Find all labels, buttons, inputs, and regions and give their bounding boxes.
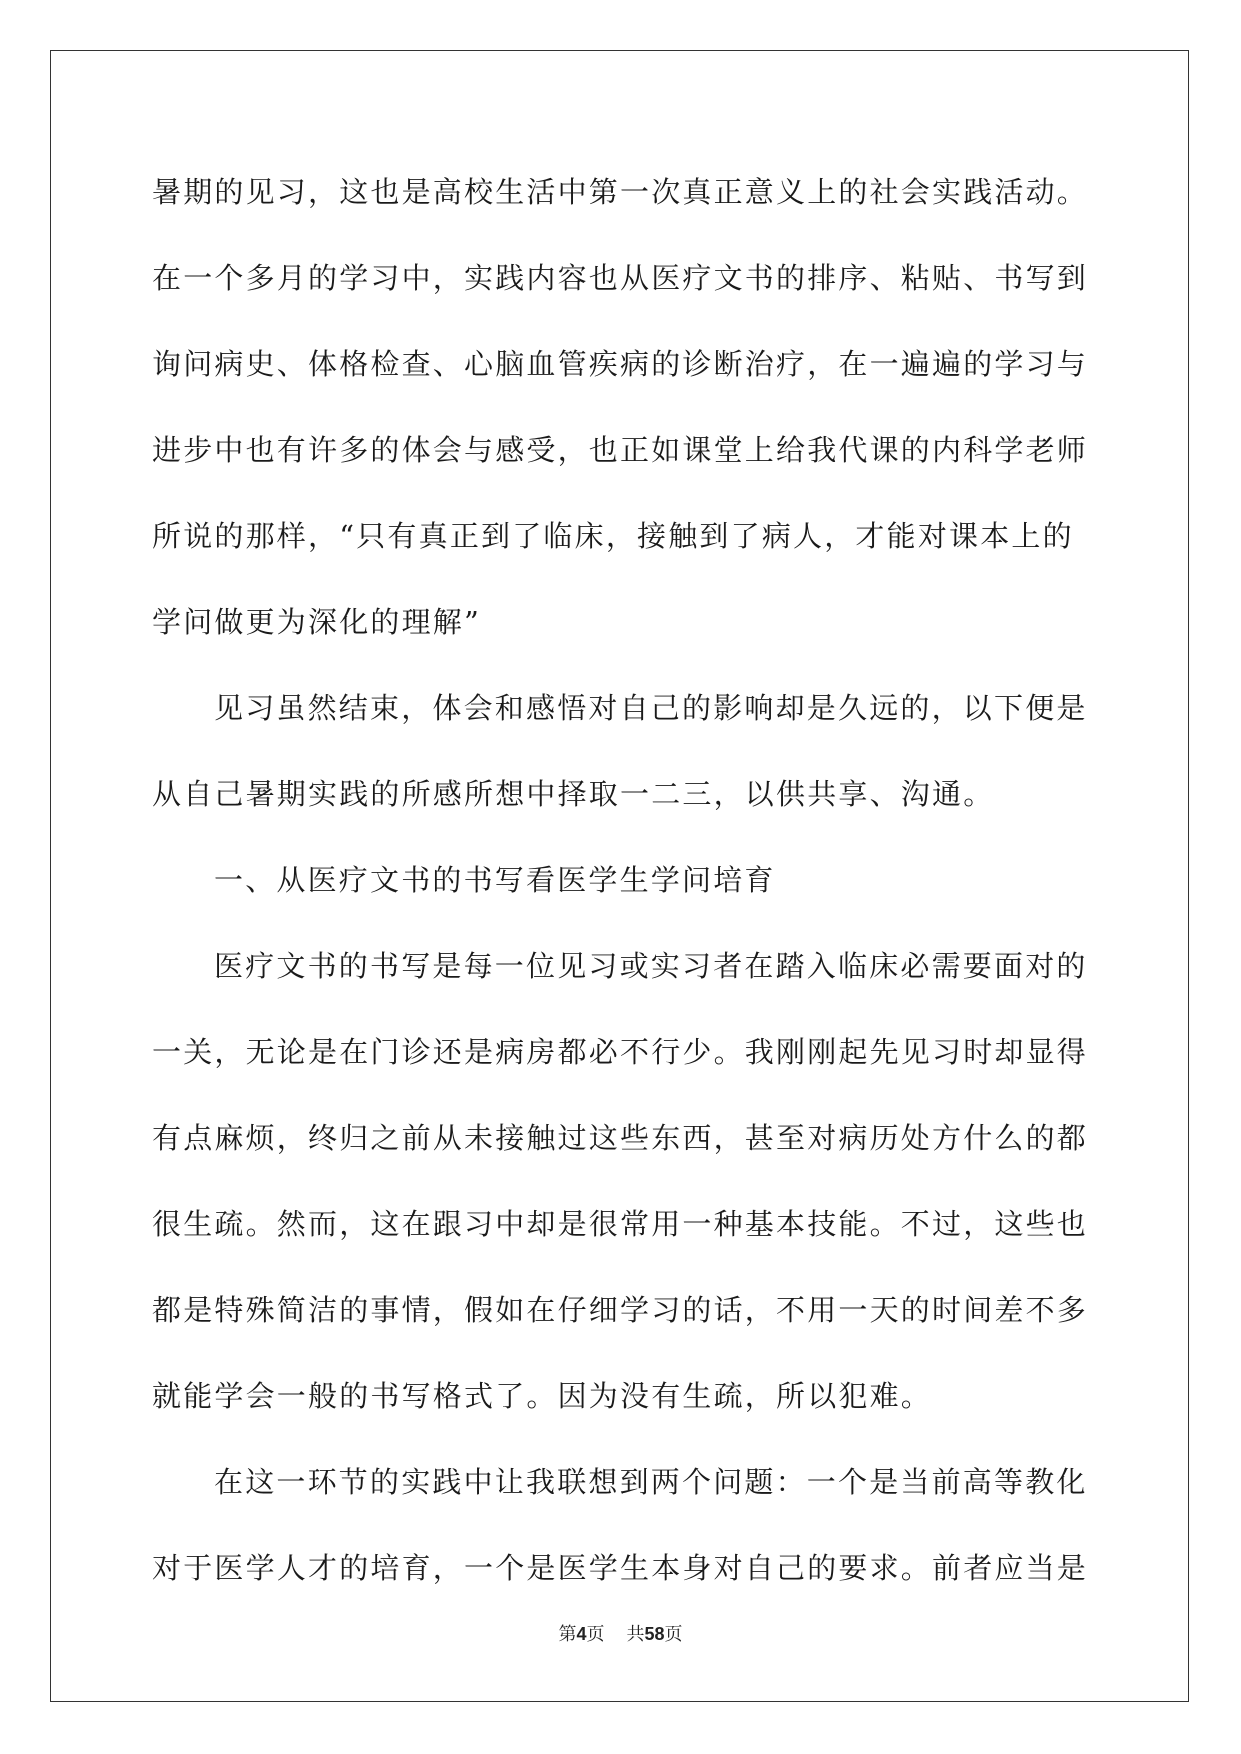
text-line: 进步中也有许多的体会与感受，也正如课堂上给我代课的内科学老师 bbox=[152, 433, 1089, 467]
text-line: 学问做更为深化的理解” bbox=[152, 605, 482, 639]
text-line: 在一个多月的学习中，实践内容也从医疗文书的排序、粘贴、书写到 bbox=[152, 261, 1089, 295]
text-line: 都是特殊简洁的事情，假如在仔细学习的话，不用一天的时间差不多 bbox=[152, 1293, 1089, 1327]
text-line: 有点麻烦，终归之前从未接触过这些东西，甚至对病历处方什么的都 bbox=[152, 1121, 1089, 1155]
paragraph-first-line: 在这一环节的实践中让我联想到两个问题：一个是当前高等教化 bbox=[214, 1465, 1088, 1499]
total-suffix: 页 bbox=[664, 1624, 683, 1645]
text-line: 很生疏。然而，这在跟习中却是很常用一种基本技能。不过，这些也 bbox=[152, 1207, 1089, 1241]
text-line: 询问病史、体格检查、心脑血管疾病的诊断治疗，在一遍遍的学习与 bbox=[152, 347, 1089, 381]
page-suffix: 页 bbox=[586, 1624, 605, 1645]
paragraph-first-line: 见习虽然结束，体会和感悟对自己的影响却是久远的，以下便是 bbox=[214, 691, 1088, 725]
total-pages: 58 bbox=[644, 1624, 665, 1644]
section-heading: 一、从医疗文书的书写看医学生学问培育 bbox=[214, 863, 776, 897]
text-line: 从自己暑期实践的所感所想中择取一二三，以供共享、沟通。 bbox=[152, 777, 995, 811]
page-footer bbox=[0, 1620, 1241, 1646]
text-line: 一关，无论是在门诊还是病房都必不行少。我刚刚起先见习时却显得 bbox=[152, 1035, 1089, 1069]
text-line: 所说的那样，“只有真正到了临床，接触到了病人，才能对课本上的 bbox=[152, 519, 1074, 553]
text-line: 对于医学人才的培育，一个是医学生本身对自己的要求。前者应当是 bbox=[152, 1551, 1089, 1585]
page-prefix: 第 bbox=[558, 1624, 577, 1645]
text-line: 就能学会一般的书写格式了。因为没有生疏，所以犯难。 bbox=[152, 1379, 933, 1413]
total-prefix: 共 bbox=[626, 1624, 645, 1645]
document-body bbox=[152, 162, 1092, 1624]
paragraph-first-line: 医疗文书的书写是每一位见习或实习者在踏入临床必需要面对的 bbox=[214, 949, 1088, 983]
text-line: 暑期的见习，这也是高校生活中第一次真正意义上的社会实践活动。 bbox=[152, 175, 1089, 209]
page-number: 4 bbox=[576, 1624, 587, 1644]
